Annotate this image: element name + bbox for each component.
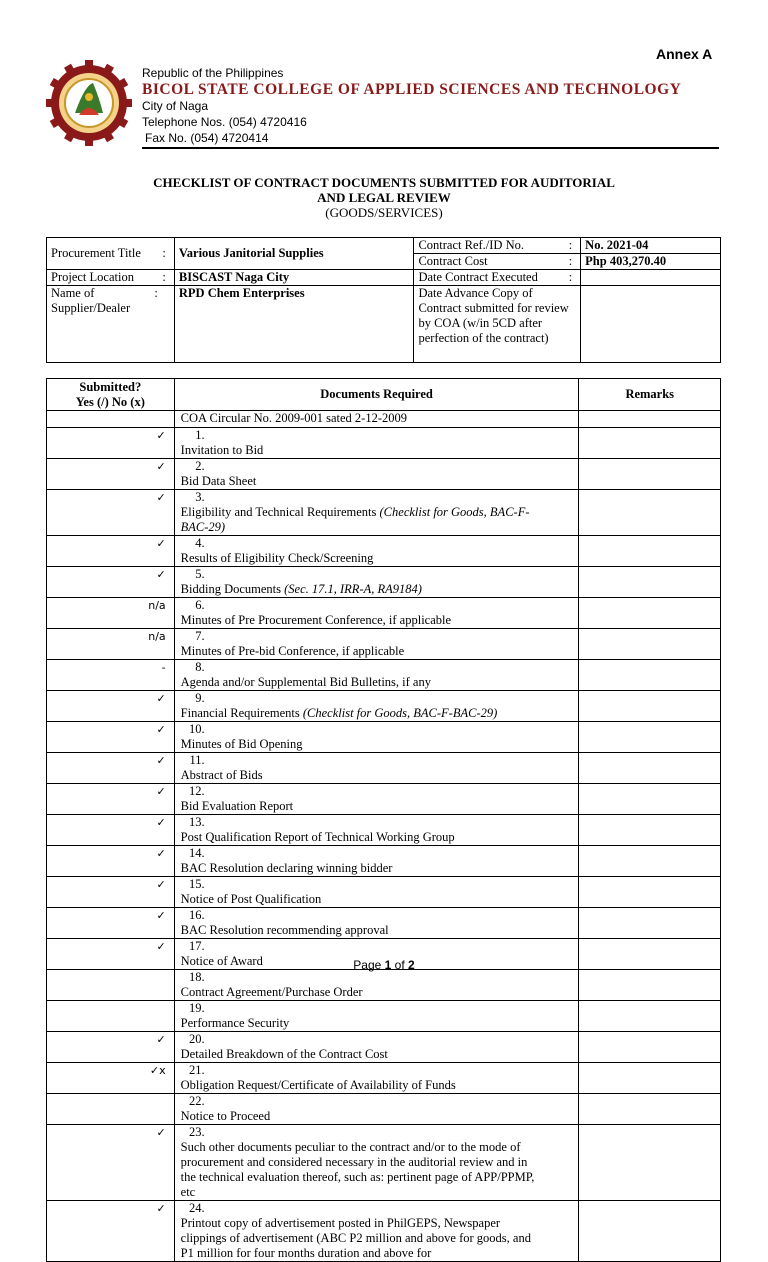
item-number: 10. [189, 722, 205, 736]
letterhead [142, 65, 681, 146]
item-reference: (Checklist for Goods, BAC-F-BAC-29) [180, 505, 530, 534]
document-item [174, 846, 579, 877]
document-item [174, 722, 579, 753]
item-reference: (Sec. 17.1, IRR-A, RA9184) [284, 582, 422, 596]
item-text-wrap [181, 706, 546, 721]
current-page: 1 [384, 958, 392, 972]
item-text: Abstract of Bids [180, 768, 263, 782]
item-text: Detailed Breakdown of the Contract Cost [180, 1047, 388, 1061]
item-text: Minutes of Bid Opening [180, 737, 303, 751]
checklist-row [47, 1125, 721, 1201]
remarks-cell [579, 1201, 721, 1262]
document-item [174, 908, 579, 939]
checklist-row [47, 970, 721, 1001]
checklist-table [46, 378, 721, 1262]
document-item [174, 536, 579, 567]
item-number: 7. [195, 629, 205, 643]
item-text: Financial Requirements [180, 706, 303, 720]
item-text: Performance Security [180, 1016, 290, 1030]
project-location-value: BISCAST Naga City [174, 270, 414, 286]
item-text: Such other documents peculiar to the contract and/or to the mode of procurement and considered necessary in the auditorial review and in the technical evaluation thereof, such as: pertinent page of APP/PPMP, etc [180, 1140, 535, 1199]
checklist-row [47, 660, 721, 691]
annex-label: Annex A [656, 46, 713, 62]
item-text-wrap [181, 582, 546, 597]
submitted-mark [47, 970, 175, 1001]
item-text: Invitation to Bid [180, 443, 264, 457]
remarks-cell [579, 490, 721, 536]
document-item [174, 428, 579, 459]
item-number: 16. [189, 908, 205, 922]
remarks-cell [579, 1032, 721, 1063]
item-text: Agenda and/or Supplemental Bid Bulletins, if any [180, 675, 431, 689]
advance-copy-label: Date Advance Copy of Contract submitted for review by COA (w/in 5CD after perfection of the contract) [414, 286, 581, 363]
supplier-label-cell: : Name of Supplier/Dealer [47, 286, 175, 363]
item-number: 22. [189, 1094, 205, 1108]
contract-ref-value: No. 2021-04 [581, 238, 721, 254]
circular-reference: COA Circular No. 2009-001 sated 2-12-2009 [174, 411, 579, 428]
item-text-wrap [181, 1047, 546, 1062]
document-item [174, 660, 579, 691]
document-item [174, 1125, 579, 1201]
submitted-mark: ✓ [47, 722, 175, 753]
checklist-row [47, 877, 721, 908]
item-text: BAC Resolution recommending approval [180, 923, 389, 937]
total-pages: 2 [408, 958, 415, 972]
checklist-row [47, 629, 721, 660]
document-item [174, 1063, 579, 1094]
contract-cost-value: Php 403,270.40 [581, 254, 721, 270]
submitted-mark: ✓ [47, 784, 175, 815]
documents-header: Documents Required [174, 379, 579, 411]
submitted-mark: n/a [47, 629, 175, 660]
document-item [174, 753, 579, 784]
document-item [174, 784, 579, 815]
checklist-row [47, 1063, 721, 1094]
procurement-title-label-cell: Procurement Title : [47, 238, 175, 270]
item-number: 18. [189, 970, 205, 984]
school-name: BICOL STATE COLLEGE OF APPLIED SCIENCES AND TECHNOLOGY [142, 81, 682, 98]
checklist-row [47, 753, 721, 784]
item-text-wrap [181, 799, 546, 814]
item-number: 2. [195, 459, 205, 473]
submitted-mark: ✓ [47, 428, 175, 459]
advance-copy-value [581, 286, 721, 363]
item-text-wrap [181, 892, 546, 907]
remarks-cell [579, 428, 721, 459]
submitted-mark: ✓ [47, 877, 175, 908]
header-divider [142, 147, 719, 149]
republic-line: Republic of the Philippines [142, 66, 284, 80]
document-item [174, 877, 579, 908]
college-seal-logo [46, 60, 132, 146]
project-location-label-cell: Project Location : [47, 270, 175, 286]
item-text: Eligibility and Technical Requirements [180, 505, 380, 519]
item-text-wrap [181, 985, 546, 1000]
document-item [174, 1001, 579, 1032]
remarks-header: Remarks [579, 379, 721, 411]
contract-info-table [46, 237, 721, 363]
document-item [174, 1032, 579, 1063]
document-item [174, 629, 579, 660]
remarks-cell [579, 1001, 721, 1032]
submitted-mark: ✓ [47, 1125, 175, 1201]
title-line-1: CHECKLIST OF CONTRACT DOCUMENTS SUBMITTED FOR AUDITORIAL [153, 175, 615, 190]
item-text-wrap [181, 1078, 546, 1093]
submitted-mark: ✓ [47, 1201, 175, 1262]
remarks-cell [579, 1094, 721, 1125]
remarks-cell [579, 1125, 721, 1201]
item-text-wrap [181, 474, 546, 489]
document-item [174, 1201, 579, 1262]
item-text-wrap [181, 1140, 546, 1200]
remarks-cell [579, 660, 721, 691]
item-text: Minutes of Pre-bid Conference, if applicable [180, 644, 405, 658]
item-text: Results of Eligibility Check/Screening [180, 551, 374, 565]
checklist-row [47, 722, 721, 753]
item-number: 12. [189, 784, 205, 798]
item-number: 13. [189, 815, 205, 829]
remarks-cell [579, 753, 721, 784]
remarks-cell [579, 970, 721, 1001]
fax-line: Fax No. (054) 4720414 [145, 131, 269, 145]
item-text: Post Qualification Report of Technical Working Group [180, 830, 455, 844]
submitted-mark: ✓ [47, 815, 175, 846]
submitted-mark: ✓ [47, 753, 175, 784]
item-text: Bidding Documents [180, 582, 285, 596]
submitted-mark: ✓ [47, 567, 175, 598]
document-item [174, 459, 579, 490]
item-text-wrap [181, 830, 546, 845]
submitted-mark: n/a [47, 598, 175, 629]
submitted-mark: ✓ [47, 846, 175, 877]
checklist-row [47, 459, 721, 490]
telephone-line: Telephone Nos. (054) 4720416 [142, 115, 307, 129]
circular-remarks-cell [579, 411, 721, 428]
checklist-row [47, 815, 721, 846]
submitted-mark: ✓ [47, 691, 175, 722]
document-item [174, 691, 579, 722]
item-text: BAC Resolution declaring winning bidder [180, 861, 393, 875]
city-line: City of Naga [142, 99, 209, 113]
remarks-cell [579, 629, 721, 660]
remarks-cell [579, 846, 721, 877]
submitted-mark [47, 1094, 175, 1125]
item-number: 15. [189, 877, 205, 891]
title-line-2: AND LEGAL REVIEW [317, 190, 451, 205]
checklist-row [47, 1201, 721, 1262]
submitted-mark: - [47, 660, 175, 691]
item-text: Bid Data Sheet [180, 474, 257, 488]
document-item [174, 1094, 579, 1125]
item-text-wrap [181, 551, 546, 566]
document-item [174, 567, 579, 598]
remarks-cell [579, 567, 721, 598]
item-text: Minutes of Pre Procurement Conference, if applicable [180, 613, 452, 627]
document-item [174, 970, 579, 1001]
item-number: 14. [189, 846, 205, 860]
item-text-wrap [181, 675, 546, 690]
item-text: Notice of Post Qualification [180, 892, 322, 906]
circular-sub-cell [47, 411, 175, 428]
item-text: Printout copy of advertisement posted in PhilGEPS, Newspaper clippings of advertisement (ABC P2 million and above for goods, and P1 million for four months duration and above for [180, 1216, 531, 1260]
remarks-cell [579, 459, 721, 490]
checklist-row [47, 691, 721, 722]
item-text-wrap [181, 737, 546, 752]
item-number: 20. [189, 1032, 205, 1046]
item-text-wrap [181, 1109, 546, 1124]
checklist-row [47, 1032, 721, 1063]
submitted-mark: ✓ [47, 1032, 175, 1063]
submitted-mark: ✓ [47, 459, 175, 490]
remarks-cell [579, 1063, 721, 1094]
checklist-row [47, 1094, 721, 1125]
submitted-header: Submitted? Yes (/) No (x) [47, 379, 175, 411]
item-number: 19. [189, 1001, 205, 1015]
date-executed-label-cell: Date Contract Executed : [414, 270, 581, 286]
remarks-cell [579, 784, 721, 815]
remarks-cell [579, 598, 721, 629]
contract-ref-label-cell: Contract Ref./ID No. : [414, 238, 581, 254]
item-text: Contract Agreement/Purchase Order [180, 985, 363, 999]
remarks-cell [579, 691, 721, 722]
item-text: Notice to Proceed [180, 1109, 271, 1123]
document-item [174, 490, 579, 536]
item-number: 8. [195, 660, 205, 674]
checklist-row [47, 536, 721, 567]
submitted-mark: ✓ [47, 908, 175, 939]
item-number: 4. [195, 536, 205, 550]
checklist-row [47, 1001, 721, 1032]
supplier-value: RPD Chem Enterprises [174, 286, 414, 363]
item-number: 24. [189, 1201, 205, 1215]
document-title [46, 175, 722, 220]
submitted-mark: ✓ [47, 536, 175, 567]
item-text-wrap [181, 613, 546, 628]
submitted-mark [47, 1001, 175, 1032]
item-number: 21. [189, 1063, 205, 1077]
submitted-mark: ✓ [47, 939, 175, 970]
checklist-row [47, 567, 721, 598]
item-number: 3. [195, 490, 205, 504]
item-number: 9. [195, 691, 205, 705]
document-item [174, 815, 579, 846]
item-number: 6. [195, 598, 205, 612]
item-text: Bid Evaluation Report [180, 799, 294, 813]
remarks-cell [579, 877, 721, 908]
checklist-row [47, 490, 721, 536]
item-number: 1. [195, 428, 205, 442]
item-text-wrap [181, 505, 546, 535]
submitted-mark: ✓ [47, 490, 175, 536]
page-footer: Page 1 of 2 [353, 958, 415, 972]
checklist-row [47, 428, 721, 459]
date-executed-value [581, 270, 721, 286]
document-item [174, 598, 579, 629]
remarks-cell [579, 908, 721, 939]
item-number: 5. [195, 567, 205, 581]
item-number: 23. [189, 1125, 205, 1139]
checklist-row [47, 846, 721, 877]
item-text-wrap [181, 644, 546, 659]
checklist-row [47, 908, 721, 939]
procurement-title-value: Various Janitorial Supplies [174, 238, 414, 270]
remarks-cell [579, 722, 721, 753]
contract-cost-label-cell: Contract Cost : [414, 254, 581, 270]
item-text-wrap [181, 923, 546, 938]
title-line-3: (GOODS/SERVICES) [325, 205, 443, 220]
item-text-wrap [181, 1216, 546, 1261]
remarks-cell [579, 536, 721, 567]
item-text-wrap [181, 861, 546, 876]
remarks-cell [579, 815, 721, 846]
item-text-wrap [181, 768, 546, 783]
checklist-row [47, 598, 721, 629]
item-text: Obligation Request/Certificate of Availability of Funds [180, 1078, 456, 1092]
item-number: 11. [189, 753, 205, 767]
item-text: Notice of Award [180, 954, 263, 968]
checklist-row [47, 784, 721, 815]
item-text-wrap [181, 443, 546, 458]
item-reference: (Checklist for Goods, BAC-F-BAC-29) [302, 706, 498, 720]
item-number: 17. [189, 939, 205, 953]
submitted-mark: ✓x [47, 1063, 175, 1094]
